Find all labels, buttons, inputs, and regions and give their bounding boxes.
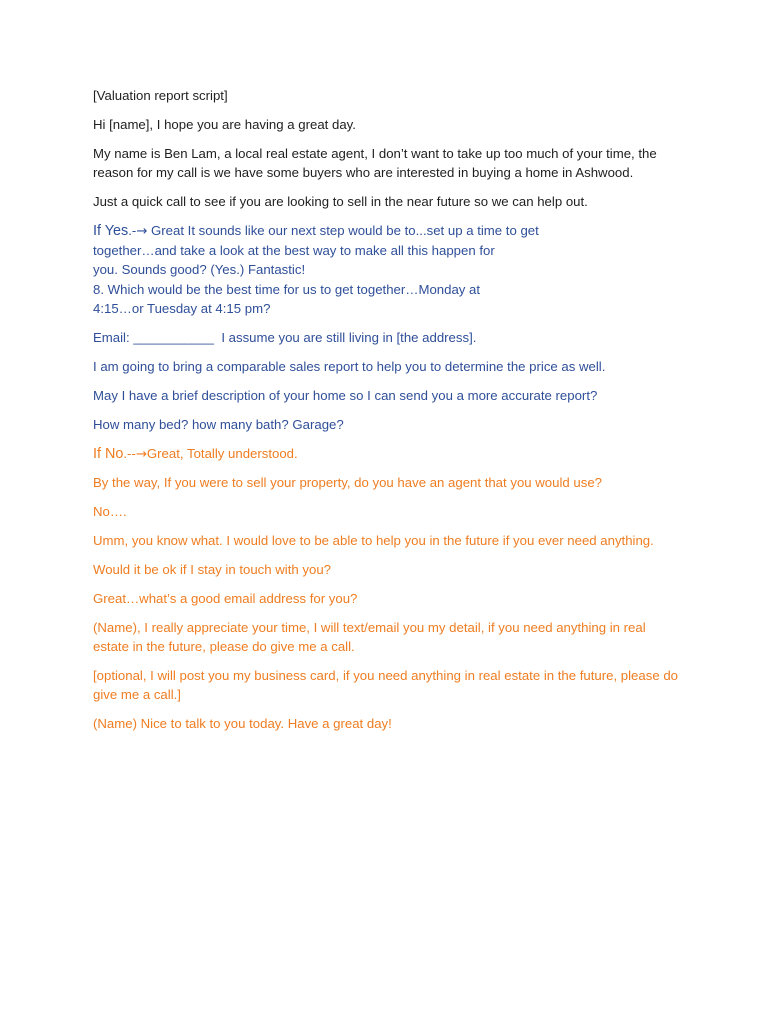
script-title: [Valuation report script] [93, 88, 228, 103]
yes-branch-dash: .- [128, 222, 137, 238]
help-paragraph: Umm, you know what. I would love to be able to help you in the future if you ever need anything. [93, 533, 654, 549]
closing-paragraph: (Name) Nice to talk to you today. Have a great day! [93, 716, 392, 732]
description-paragraph: May I have a brief description of your home so I can send you a more accurate report? [93, 387, 598, 403]
yes-branch-first-line [93, 221, 683, 241]
intro-paragraph: My name is Ben Lam, a local real estate agent, I don’t want to take up too much of your time, the reason for my call is we have some buyers who are interested in buying a home in Ashwood. [93, 145, 657, 181]
yes-branch-line-1: Great It sounds like our next step would be to...set up a time to get [147, 222, 539, 238]
optional-paragraph: [optional, I will post you my business card, if you need anything in real estate in the future, please do give me a call.] [93, 668, 678, 703]
email-paragraph [93, 328, 683, 347]
no-branch-line-1: Great, Totally understood. [146, 445, 298, 461]
yes-branch-block [93, 221, 683, 318]
no-branch-dash: .-- [123, 445, 136, 461]
agent-paragraph: By the way, If you were to sell your property, do you have an agent that you would use? [93, 475, 602, 491]
stay-in-touch-paragraph: Would it be ok if I stay in touch with you? [93, 562, 331, 578]
yes-branch-label: If Yes [93, 222, 129, 239]
report-paragraph: I am going to bring a comparable sales report to help you to determine the price as well. [93, 358, 606, 374]
yes-branch-line-4: 8. Which would be the best time for us to get together…Monday at [93, 281, 481, 297]
email-request-paragraph: Great…what’s a good email address for you? [93, 590, 358, 606]
greeting-paragraph: Hi [name], I hope you are having a great day. [93, 116, 356, 132]
yes-branch-line-3: you. Sounds good? (Yes.) Fantastic! [93, 262, 306, 278]
appreciate-paragraph: (Name), I really appreciate your time, I will text/email you my detail, if you need anything in real estate in the future, please do give me a call. [93, 619, 646, 655]
email-label: Email: [93, 329, 134, 345]
yes-branch-line-2: together…and take a look at the best way to make all this happen for [93, 243, 495, 259]
yes-branch-line-5: 4:15…or Tuesday at 4:15 pm? [93, 301, 271, 317]
right-arrow-icon: → [136, 223, 148, 239]
email-address-text: I assume you are still living in [the address]. [214, 329, 477, 345]
document-page [93, 86, 683, 743]
email-blank: ___________ [133, 329, 214, 345]
rooms-paragraph: How many bed? how many bath? Garage? [93, 416, 344, 432]
no-branch-label: If No [93, 445, 124, 462]
no-branch-first-line [93, 444, 683, 464]
no-paragraph: No…. [93, 504, 127, 520]
right-arrow-icon: → [135, 446, 147, 462]
purpose-paragraph: Just a quick call to see if you are looking to sell in the near future so we can help out. [93, 193, 588, 209]
